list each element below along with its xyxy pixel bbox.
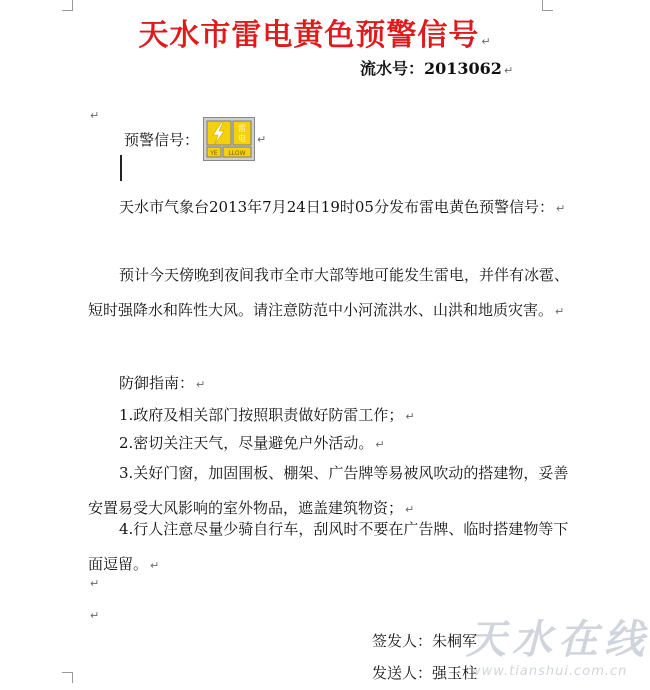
guide-item-text: 3.关好门窗，加固围板、棚架、广告牌等易被风吹动的搭建物，妥善安置易受大风影响的室外物品，遮盖建筑物资；	[88, 464, 569, 517]
empty-paragraph	[88, 104, 99, 123]
paragraph-mark: ↵	[405, 410, 415, 423]
empty-paragraph	[88, 572, 99, 591]
serial-number-text: 流水号：2013062	[360, 59, 502, 78]
paragraph-mark: ↵	[196, 378, 206, 391]
guide-item-text: 2.密切关注天气，尽量避免户外活动。	[119, 434, 374, 452]
guide-item-text: 4.行人注意尽量少骑自行车，刮风时不要在广告牌、临时搭建物等下面逗留。	[88, 520, 569, 573]
forecast-paragraph	[88, 258, 578, 329]
text-cursor	[120, 155, 122, 181]
document-title	[0, 10, 630, 54]
watermark-url: www.tianshui.com.cn	[470, 664, 628, 679]
paragraph-mark: ↵	[405, 503, 415, 516]
paragraph-mark: ↵	[555, 202, 566, 215]
guide-item-4	[88, 512, 578, 583]
empty-paragraph	[88, 604, 99, 623]
paragraph-mark: ↵	[150, 559, 160, 572]
guide-heading-text: 防御指南：	[119, 374, 195, 392]
guide-item-text: 1.政府及相关部门按照职责做好防雷工作；	[119, 406, 404, 424]
site-watermark	[456, 600, 650, 690]
paragraph-mark: ↵	[90, 109, 100, 122]
issuance-text: 天水市气象台2013年7月24日19时05分发布雷电黄色预警信号：	[119, 198, 554, 216]
paragraph-mark: ↵	[481, 35, 492, 48]
document-title-text: 天水市雷电黄色预警信号	[138, 18, 480, 53]
watermark-logo-text: 天水在线	[466, 617, 650, 663]
warning-signal-row	[124, 116, 266, 162]
paragraph-mark: ↵	[555, 305, 565, 318]
paragraph-mark: ↵	[257, 132, 267, 146]
serial-number	[360, 56, 513, 79]
signal-icon-label-bottom: 电	[238, 134, 247, 143]
signal-icon-ye-text: YE	[210, 150, 218, 157]
warning-signal-label: 预警信号：	[124, 130, 200, 149]
sender-text: 发送人：强玉柱	[372, 664, 478, 682]
paragraph-mark: ↵	[503, 64, 514, 77]
thunder-yellow-warning-graphic	[204, 118, 254, 160]
page-corner-mark-bottom-left	[62, 672, 73, 683]
forecast-text: 预计今天傍晚到夜间我市全市大部等地可能发生雷电，并伴有冰雹、短时强降水和阵性大风。请注意防范中小河流洪水、山洪和地质灾害。	[88, 266, 570, 319]
signal-icon-label-top: 雷	[238, 124, 247, 133]
thunder-yellow-warning-icon	[203, 117, 255, 161]
signer-text: 签发人：朱桐军	[372, 632, 478, 650]
paragraph-mark: ↵	[375, 438, 385, 451]
paragraph-mark: ↵	[90, 609, 100, 622]
issuance-paragraph	[88, 190, 578, 226]
guide-heading	[88, 366, 578, 402]
paragraph-mark: ↵	[90, 577, 100, 590]
signal-icon-llow-text: LLOW	[228, 150, 246, 157]
